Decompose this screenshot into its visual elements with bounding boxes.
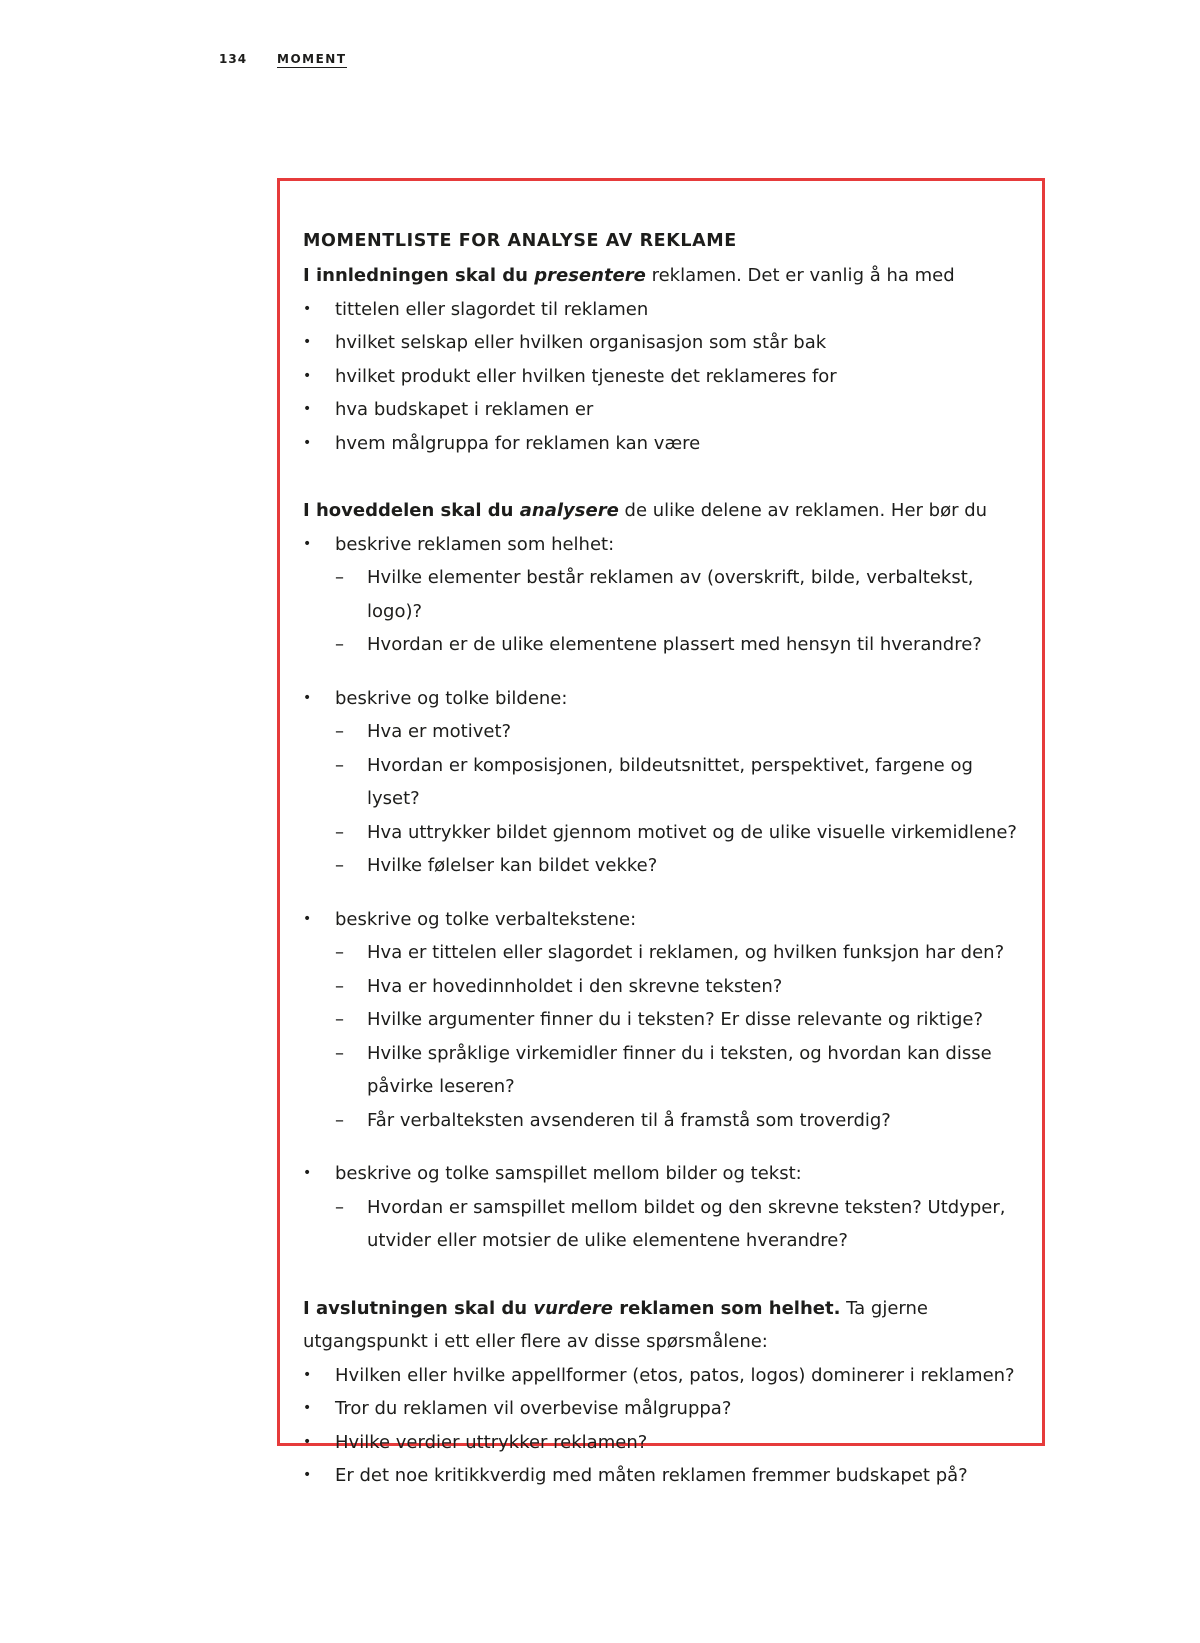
conclusion-emphasis: vurdere xyxy=(533,1297,613,1319)
sub-item: – Hva uttrykker bildet gjennom motivet og de ulike visuelle virkemidlene? xyxy=(335,816,1022,850)
spacer xyxy=(335,883,1022,903)
sub-item: – Hvilke elementer består reklamen av (overskrift, bilde, verbaltekst, logo)? xyxy=(335,561,1022,628)
conclusion-rest-bold: reklamen som helhet. xyxy=(612,1297,841,1319)
list-item: • hva budskapet i reklamen er xyxy=(303,393,1022,427)
group-label: beskrive og tolke verbaltekstene: xyxy=(335,908,637,930)
list-item: • hvilket selskap eller hvilken organisasjon som står bak xyxy=(303,326,1022,360)
list-item: • hvem målgruppa for reklamen kan være xyxy=(303,427,1022,461)
conclusion-lead: I avslutningen skal du xyxy=(303,1297,534,1319)
sub-item: – Hvordan er samspillet mellom bildet og den skrevne teksten? Utdyper, utvider eller motsier de ulike elementene hverandre? xyxy=(335,1191,1022,1258)
running-head xyxy=(219,52,347,68)
main-paragraph xyxy=(303,494,1022,528)
group-label: beskrive og tolke samspillet mellom bilder og tekst: xyxy=(335,1163,802,1184)
sub-item: – Får verbalteksten avsenderen til å framstå som troverdig? xyxy=(335,1104,1022,1138)
sub-item: – Hva er motivet? xyxy=(335,715,1022,749)
spacer xyxy=(335,662,1022,682)
checklist-title: MOMENTLISTE FOR ANALYSE AV REKLAME xyxy=(303,231,737,251)
intro-lead: I innledningen skal du xyxy=(303,265,535,286)
sub-list xyxy=(335,936,1022,1137)
list-item: • tittelen eller slagordet til reklamen xyxy=(303,293,1022,327)
checklist-box xyxy=(277,178,1045,1486)
main-rest: de ulike delene av reklamen. Her bør du xyxy=(618,500,988,521)
sub-list xyxy=(335,561,1022,662)
conclusion-rest: Ta gjerne utgangspunkt i ett eller flere av disse spørsmålene: xyxy=(303,1297,928,1352)
book-title: MOMENT xyxy=(277,52,347,66)
main-group-images xyxy=(303,682,1022,903)
page-number: 134 xyxy=(219,52,248,66)
spacer xyxy=(335,1137,1022,1157)
intro-emphasis: presentere xyxy=(534,265,646,286)
checklist-content xyxy=(303,225,1022,1493)
conclusion-paragraph xyxy=(303,1292,1022,1359)
main-list xyxy=(303,528,1022,1258)
main-lead: I hoveddelen skal du xyxy=(303,500,520,521)
spacer xyxy=(303,460,1022,494)
spacer xyxy=(303,1258,1022,1292)
main-group-whole xyxy=(303,528,1022,682)
sub-item: – Hvilke språklige virkemidler finner du i teksten, og hvordan kan disse påvirke leseren? xyxy=(335,1037,1022,1104)
group-label: beskrive reklamen som helhet: xyxy=(335,533,615,555)
main-emphasis: analysere xyxy=(519,500,619,521)
list-item: • Er det noe kritikkverdig med måten reklamen fremmer budskapet på? xyxy=(303,1459,1022,1493)
sub-item: – Hvilke argumenter finner du i teksten? Er disse relevante og riktige? xyxy=(335,1003,1022,1037)
main-group-interplay xyxy=(303,1157,1022,1258)
intro-list xyxy=(303,293,1022,461)
sub-item: – Hva er tittelen eller slagordet i reklamen, og hvilken funksjon har den? xyxy=(335,936,1022,970)
intro-rest: reklamen. Det er vanlig å ha med xyxy=(645,265,955,286)
conclusion-list xyxy=(303,1359,1022,1493)
sub-item: – Hvordan er de ulike elementene plassert med hensyn til hverandre? xyxy=(335,628,1022,662)
intro-paragraph xyxy=(303,259,1022,293)
group-label: beskrive og tolke bildene: xyxy=(335,687,568,709)
list-item: • Hvilke verdier uttrykker reklamen? xyxy=(303,1426,1022,1460)
sub-list xyxy=(335,715,1022,883)
sub-item: – Hvordan er komposisjonen, bildeutsnittet, perspektivet, fargene og lyset? xyxy=(335,749,1022,816)
list-item: • Hvilken eller hvilke appellformer (etos, patos, logos) dominerer i reklamen? xyxy=(303,1359,1022,1393)
list-item: • hvilket produkt eller hvilken tjeneste det reklameres for xyxy=(303,360,1022,394)
list-item: • Tror du reklamen vil overbevise målgruppa? xyxy=(303,1392,1022,1426)
sub-list xyxy=(335,1191,1022,1258)
sub-item: – Hvilke følelser kan bildet vekke? xyxy=(335,849,1022,883)
main-group-verbal xyxy=(303,903,1022,1158)
sub-item: – Hva er hovedinnholdet i den skrevne teksten? xyxy=(335,970,1022,1004)
